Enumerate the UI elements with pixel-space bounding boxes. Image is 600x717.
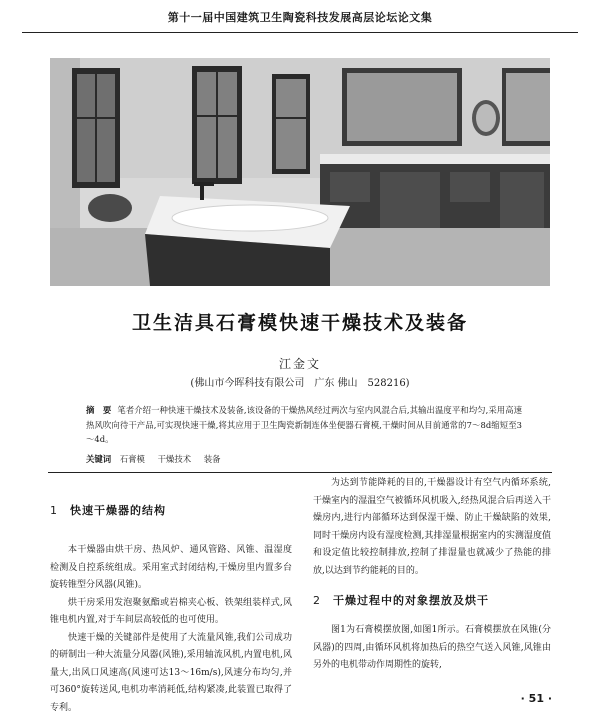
author-affiliation: (佛山市今晖科技有限公司 广东 佛山 528216) [0, 374, 600, 389]
running-header: 第十一届中国建筑卫生陶瓷科技发展高层论坛论文集 [22, 6, 578, 33]
abstract-label: 摘 要 [86, 405, 111, 415]
window-right [272, 74, 310, 174]
abstract-divider [48, 472, 552, 473]
keywords [86, 452, 522, 466]
body-paragraph: 本干燥器由烘干房、热风炉、通风管路、风锥、温湿度检测及自控系统组成。采用室式封闭结构,干燥房里内置多台旋转锥型分风器(风锥)。 [50, 542, 292, 595]
body-paragraph: 图1为石膏模摆放图,如图1所示。石膏模摆放在风锥(分风器)的四周,由循环风机将加热后的热空气送入风锥,风锥由另外的电机带动作周期性的旋转, [313, 622, 551, 675]
body-paragraph: 快速干燥的关键部件是使用了大流量风锥,我们公司成功的研制出一种大流量分风器(风锥),采用轴流风机,内置电机,风量大,出风口风速高(风速可达13～16m/s),风速分布均匀,并可360°旋转送风,电机功率消耗低,结构紧凑,此装置已取得了专利。 [50, 630, 292, 717]
keyword-item: 石膏模 [120, 454, 145, 464]
abstract-text: 笔者介绍一种快速干燥技术及装备,该设备的干燥热风经过两次与室内风混合后,其输出温度平和均匀,采用高速热风吹向待干产品,可实现快速干燥,将其应用于卫生陶瓷新制连体坐便器石膏模,干燥时间从目前通常的7～8d缩短至3～4d。 [86, 405, 522, 444]
plant [88, 194, 132, 222]
section-1-heading [50, 498, 292, 524]
keyword-item: 干燥技术 [158, 454, 192, 464]
mirror-wall [342, 68, 550, 146]
bathroom-photo [50, 58, 550, 286]
body-paragraph: 为达到节能降耗的目的,干燥器设计有空气内循环系统,干燥室内的湿温空气被循环风机吸入,经热风混合后再送入干燥房内,进行内部循环达到保湿干燥、防止干燥缺陷的效果,同时干燥房内设有湿度检测,其排湿量根据室内的实测湿度值和设定值比较控制排放,控制了排湿量也就减少了热能的排放,以达到节约能耗的目的。 [313, 475, 551, 580]
right-column [313, 475, 551, 675]
section-title: 快速干燥器的结构 [70, 504, 166, 517]
paper-title: 卫生洁具石膏模快速干燥技术及装备 [0, 308, 600, 335]
section-number: 1 [50, 504, 58, 517]
window-middle [192, 66, 242, 184]
bathroom-photo-illustration [50, 58, 550, 286]
author-name: 江金文 [0, 355, 600, 372]
keyword-item: 装备 [204, 454, 221, 464]
section-title: 干燥过程中的对象摆放及烘干 [333, 594, 489, 607]
section-2-heading [313, 588, 551, 614]
page-number: · 51 · [521, 692, 552, 705]
abstract [86, 403, 522, 447]
left-column [50, 498, 292, 717]
keywords-label: 关键词 [86, 454, 111, 464]
window-left [72, 68, 120, 188]
body-paragraph: 烘干房采用发泡聚氨酯或岩棉夹心板、铁架组装样式,风锥电机内置,对于车间层高较低的也可使用。 [50, 595, 292, 630]
section-number: 2 [313, 594, 321, 607]
